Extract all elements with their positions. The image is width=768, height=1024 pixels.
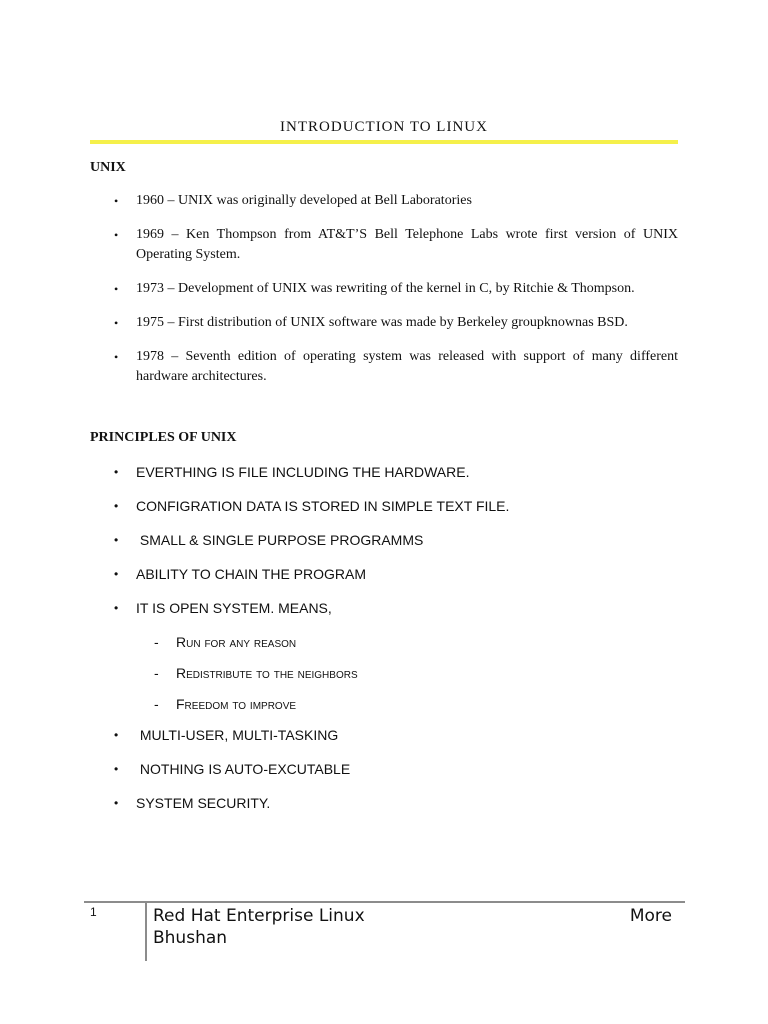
list-item [112, 462, 678, 496]
footer-title: Red Hat Enterprise Linux [153, 906, 365, 926]
list-item-text: ABILITY TO CHAIN THE PROGRAM [136, 566, 367, 582]
page-number: 1 [90, 905, 97, 919]
footer-text [153, 905, 675, 949]
unix-history-list [112, 191, 678, 401]
bullet-icon: • [114, 228, 119, 242]
list-item [112, 225, 678, 265]
list-item [112, 347, 678, 387]
bullet-icon: • [114, 350, 119, 364]
principles-heading: PRINCIPLES OF UNIX [90, 430, 237, 445]
dash-icon: - [154, 634, 159, 650]
bullet-icon: • [114, 282, 119, 296]
bullet-icon: • [114, 194, 119, 208]
list-item [112, 313, 678, 333]
bullet-icon: • [114, 465, 119, 479]
footer-author-name: Bhushan [153, 928, 228, 948]
list-item-text: 1969 – Ken Thompson from AT&T’S Bell Telephone Labs wrote first version of UNIX Operating System. [136, 227, 678, 262]
list-item-text: MULTI-USER, MULTI-TASKING [136, 727, 339, 743]
document-title: INTRODUCTION TO LINUX [280, 119, 488, 135]
list-item [112, 191, 678, 211]
list-item-text: 1975 – First distribution of UNIX software was made by Berkeley groupknownas BSD. [136, 315, 628, 330]
bullet-icon: • [114, 796, 119, 810]
dash-icon: - [154, 665, 159, 681]
bullet-icon: • [114, 316, 119, 330]
sub-list-item [112, 632, 678, 663]
list-item [112, 564, 678, 598]
list-item-text: 1978 – Seventh edition of operating system was released with support of many different hardware architectures. [136, 349, 678, 384]
bullet-icon: • [114, 601, 119, 615]
bullet-icon: • [114, 567, 119, 581]
footer-vertical-divider [145, 903, 147, 961]
sub-list-item-text: Redistribute to the neighbors [176, 665, 358, 681]
list-item [112, 759, 678, 793]
list-item-text: 1960 – UNIX was originally developed at Bell Laboratories [136, 193, 472, 208]
sub-list-item-text: Run for any reason [176, 634, 297, 650]
list-item-text: CONFIGRATION DATA IS STORED IN SIMPLE TEXT FILE. [136, 498, 510, 514]
sub-list-item-text: Freedom to improve [176, 696, 297, 712]
bullet-icon: • [114, 728, 119, 742]
list-item-text: NOTHING IS AUTO-EXCUTABLE [136, 761, 351, 777]
list-item-text: IT IS OPEN SYSTEM. MEANS, [136, 600, 332, 616]
dash-icon: - [154, 696, 159, 712]
footer-author-surname: More [629, 906, 672, 926]
bullet-icon: • [114, 533, 119, 547]
list-item-text: SYSTEM SECURITY. [136, 795, 271, 811]
list-item [112, 530, 678, 564]
footer-divider [84, 901, 685, 903]
unix-heading: UNIX [90, 160, 126, 175]
list-item [112, 793, 678, 827]
list-item-text: EVERTHING IS FILE INCLUDING THE HARDWARE. [136, 464, 470, 480]
list-item-text: 1973 – Development of UNIX was rewriting of the kernel in C, by Ritchie & Thompson. [136, 281, 635, 296]
principles-list [112, 462, 678, 827]
bullet-icon: • [114, 762, 119, 776]
title-highlight-rule [90, 140, 678, 144]
sub-list-item [112, 663, 678, 694]
list-item [112, 496, 678, 530]
list-item-text: SMALL & SINGLE PURPOSE PROGRAMMS [136, 532, 424, 548]
list-item [112, 279, 678, 299]
sub-list-item [112, 694, 678, 725]
list-item [112, 598, 678, 632]
bullet-icon: • [114, 499, 119, 513]
list-item [112, 725, 678, 759]
